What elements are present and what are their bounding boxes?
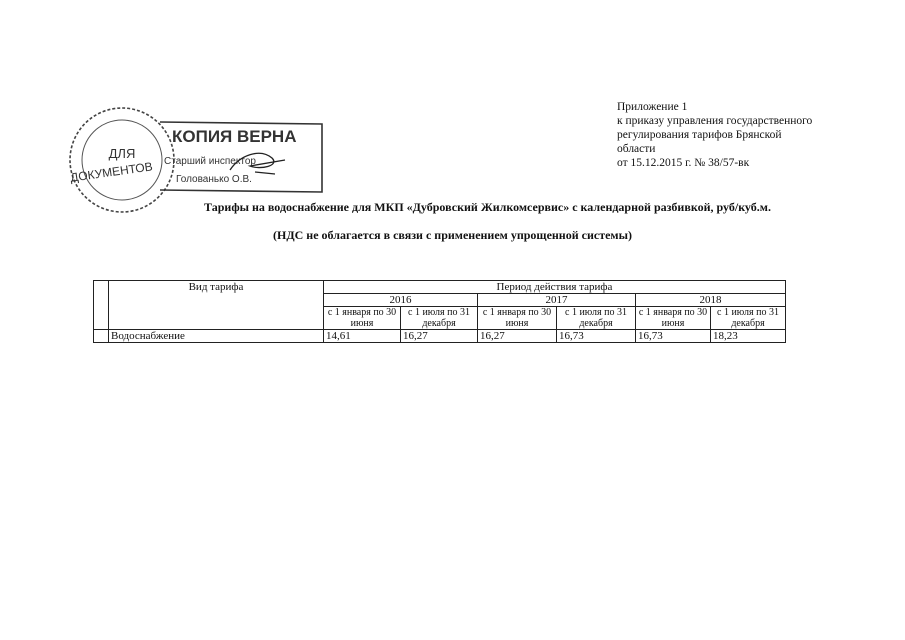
appendix-line: области [617, 143, 656, 155]
header-half-second: с 1 июля по 31 декабря [711, 307, 786, 330]
header-year: 2017 [478, 294, 636, 307]
appendix-line: от 15.12.2015 г. № 38/57-вк [617, 157, 750, 169]
header-year: 2018 [636, 294, 786, 307]
tariff-table [93, 280, 786, 343]
stamp-title: КОПИЯ ВЕРНА [172, 127, 297, 146]
header-period: Период действия тарифа [324, 281, 786, 294]
header-half-first: с 1 января по 30 июня [478, 307, 557, 330]
header-half-second: с 1 июля по 31 декабря [557, 307, 636, 330]
seal-text: ДОКУМЕНТОВ [69, 159, 154, 185]
appendix-line: к приказу управления государственного [617, 115, 813, 127]
row-tariff-name: Водоснабжение [109, 330, 324, 343]
appendix-line: регулирования тарифов Брянской [617, 129, 782, 141]
seal-text-top: ДЛЯ [108, 146, 136, 161]
table-header-row [94, 281, 786, 294]
appendix-block [617, 100, 857, 170]
stamp-name: Голованько О.В. [176, 174, 252, 185]
row-value: 16,73 [557, 330, 636, 343]
document-subtitle: (НДС не облагается в связи с применением упрощенной системы) [273, 228, 632, 242]
table-cell-index [94, 330, 109, 343]
row-value: 16,27 [401, 330, 478, 343]
header-half-first: с 1 января по 30 июня [636, 307, 711, 330]
stamp-position: Старший инспектор [164, 156, 256, 167]
header-half-first: с 1 января по 30 июня [324, 307, 401, 330]
header-year: 2016 [324, 294, 478, 307]
appendix-line: Приложение 1 [617, 101, 688, 113]
row-value: 14,61 [324, 330, 401, 343]
header-half-second: с 1 июля по 31 декабря [401, 307, 478, 330]
header-tariff-type: Вид тарифа [109, 281, 324, 330]
table-row [94, 330, 786, 343]
document-title: Тарифы на водоснабжение для МКП «Дубровский Жилкомсервис» с календарной разбивкой, руб/куб.м. [204, 200, 771, 214]
row-value: 18,23 [711, 330, 786, 343]
table-cell-index [94, 281, 109, 330]
row-value: 16,27 [478, 330, 557, 343]
row-value: 16,73 [636, 330, 711, 343]
